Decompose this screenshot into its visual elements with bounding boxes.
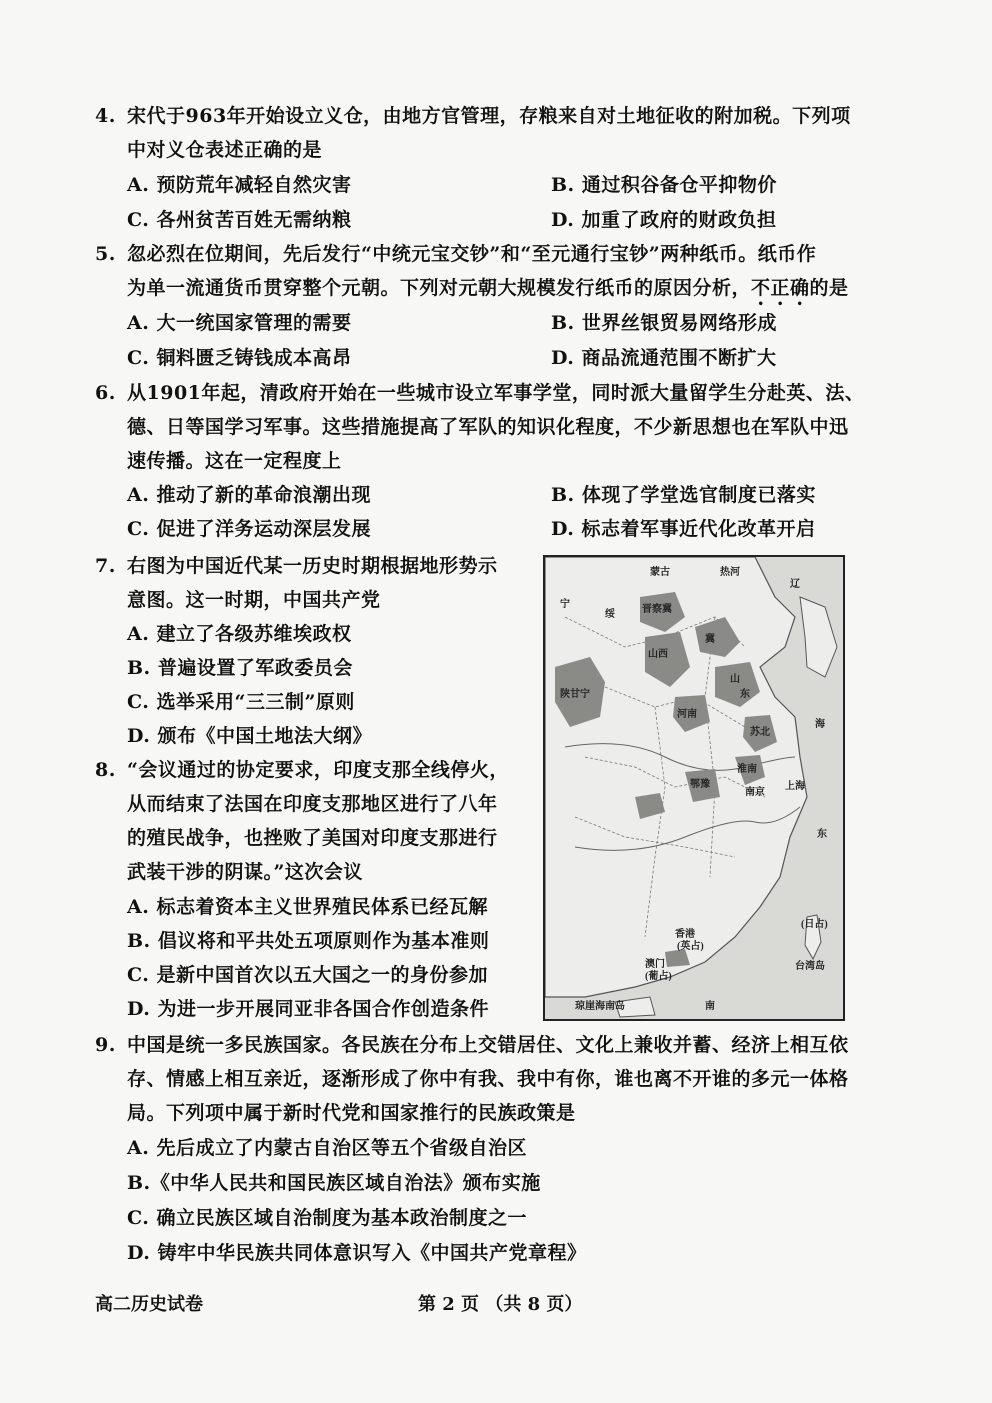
option-key: B. xyxy=(551,174,575,196)
option-text: 确立民族区域自治制度为基本政治制度之一 xyxy=(156,1207,528,1229)
question-6-stem xyxy=(95,376,895,478)
option-4c[interactable] xyxy=(127,203,352,237)
option-text: 各州贫苦百姓无需纳粮 xyxy=(156,209,352,231)
map-label: 冀 xyxy=(705,634,715,645)
map-label: 香港 xyxy=(675,929,695,940)
option-9c[interactable] xyxy=(127,1201,527,1235)
option-8b[interactable] xyxy=(127,924,489,958)
question-8-stem xyxy=(95,753,530,889)
map-label: 上海 xyxy=(785,781,805,792)
option-6d[interactable] xyxy=(551,512,816,546)
stem-line: 意图。这一时期，中国共产党 xyxy=(127,589,381,611)
option-text: 选举采用“三三制”原则 xyxy=(156,691,355,713)
map-label: (日占) xyxy=(801,919,828,930)
stem-line: 右图为中国近代某一历史时期根据地形势示 xyxy=(127,555,498,577)
option-key: A. xyxy=(127,312,150,334)
stem-line: “会议通过的协定要求，印度支那全线停火， xyxy=(127,759,509,781)
option-text: 加重了政府的财政负担 xyxy=(581,209,777,231)
option-key: B. xyxy=(551,312,575,334)
stem-line: 局。下列项中属于新时代党和国家推行的民族政策是 xyxy=(127,1102,576,1124)
option-7a[interactable] xyxy=(127,617,352,651)
question-5-stem xyxy=(95,237,895,310)
map-label: 宁 xyxy=(560,599,570,610)
option-9a[interactable] xyxy=(127,1131,527,1165)
option-text: 预防荒年减轻自然灾害 xyxy=(156,174,352,196)
option-4a[interactable] xyxy=(127,168,352,202)
stem-line: 中国是统一多民族国家。各民族在分布上交错居住、文化上兼收并蓄、经济上相互依 xyxy=(127,1034,849,1056)
option-key: D. xyxy=(127,998,151,1020)
stem-end: 的是 xyxy=(809,277,849,299)
stem-line: 从而结束了法国在印度支那地区进行了八年 xyxy=(127,793,498,815)
footer-page-number: 第 2 页 （共 8 页） xyxy=(418,1294,583,1315)
stem-line xyxy=(95,271,895,310)
option-key: C. xyxy=(127,518,150,540)
option-8c[interactable] xyxy=(127,958,488,992)
option-text: 通过积谷备仓平抑物价 xyxy=(581,174,777,196)
emphasis-text: 不正确 xyxy=(751,277,810,299)
option-7d[interactable] xyxy=(127,719,372,753)
map-label: 淮南 xyxy=(737,764,757,775)
question-number: 6. xyxy=(95,382,116,404)
footer-subject: 高二历史试卷 xyxy=(95,1294,203,1315)
option-text: 为进一步开展同亚非各国合作创造条件 xyxy=(157,998,490,1020)
option-key: A. xyxy=(127,896,150,918)
option-text: 体现了学堂选官制度已落实 xyxy=(581,484,816,506)
question-number: 4. xyxy=(95,105,116,127)
map-label: (英占) xyxy=(677,941,704,952)
map-label: 东 xyxy=(817,829,827,840)
option-text: 推动了新的革命浪潮出现 xyxy=(156,484,371,506)
map-label: 热河 xyxy=(720,567,740,578)
map-label: 东 xyxy=(740,689,750,700)
stem-line: 存、情感上相互亲近，逐渐形成了你中有我、我中有你，谁也离不开谁的多元一体格 xyxy=(127,1068,849,1090)
option-6c[interactable] xyxy=(127,512,371,546)
option-key: B. xyxy=(127,1172,151,1194)
question-9-stem xyxy=(95,1028,895,1130)
map-label: 辽 xyxy=(790,579,800,590)
question-4-stem xyxy=(95,99,895,167)
option-7c[interactable] xyxy=(127,685,355,719)
question-number: 8. xyxy=(95,759,116,781)
map-label: 蒙古 xyxy=(650,567,670,578)
option-5c[interactable] xyxy=(127,341,352,375)
question-number: 7. xyxy=(95,555,116,577)
option-text: 商品流通范围不断扩大 xyxy=(581,347,777,369)
option-key: C. xyxy=(127,691,150,713)
map-label: 山西 xyxy=(648,649,668,660)
stem-line: 的殖民战争，也挫败了美国对印度支那进行 xyxy=(127,827,498,849)
option-4b[interactable] xyxy=(551,168,777,202)
option-text: 铸牢中华民族共同体意识写入《中国共产党章程》 xyxy=(157,1242,587,1264)
option-key: D. xyxy=(127,1242,151,1264)
stem-line: 德、日等国学习军事。这些措施提高了军队的知识化程度，不少新思想也在军队中迅 xyxy=(127,416,849,438)
question-number: 9. xyxy=(95,1034,116,1056)
option-key: B. xyxy=(127,930,151,952)
option-text: 倡议将和平共处五项原则作为基本准则 xyxy=(157,930,490,952)
base-areas-map xyxy=(543,555,845,1021)
option-key: D. xyxy=(551,209,575,231)
map-label: 台湾岛 xyxy=(795,961,825,972)
option-key: C. xyxy=(127,964,150,986)
map-label: 苏北 xyxy=(750,727,770,738)
stem-line: 从1901年起，清政府开始在一些城市设立军事学堂，同时派大量留学生分赴英、法、 xyxy=(127,382,865,404)
option-text: 建立了各级苏维埃政权 xyxy=(156,623,352,645)
option-5a[interactable] xyxy=(127,306,352,340)
option-text: 大一统国家管理的需要 xyxy=(156,312,352,334)
stem-line: 中对义仓表述正确的是 xyxy=(127,139,323,161)
option-9b[interactable] xyxy=(127,1166,541,1200)
option-key: D. xyxy=(551,347,575,369)
option-8d[interactable] xyxy=(127,992,489,1026)
option-6b[interactable] xyxy=(551,478,816,512)
option-text: 颁布《中国土地法大纲》 xyxy=(157,725,373,747)
option-key: B. xyxy=(551,484,575,506)
option-key: A. xyxy=(127,484,150,506)
option-8a[interactable] xyxy=(127,890,488,924)
option-9d[interactable] xyxy=(127,1236,587,1270)
china-map-figure xyxy=(545,557,843,1019)
option-7b[interactable] xyxy=(127,651,353,685)
map-label: 鄂豫 xyxy=(690,779,710,790)
option-text: 标志着军事近代化改革开启 xyxy=(581,518,816,540)
option-text: 是新中国首次以五大国之一的身份参加 xyxy=(156,964,489,986)
map-label: 南京 xyxy=(745,787,765,798)
option-text: 普遍设置了军政委员会 xyxy=(157,657,353,679)
option-text: 标志着资本主义世界殖民体系已经瓦解 xyxy=(156,896,488,918)
option-5b[interactable] xyxy=(551,306,777,340)
option-text: 世界丝银贸易网络形成 xyxy=(581,312,777,334)
stem-line: 武装干涉的阴谋。”这次会议 xyxy=(127,861,363,883)
option-text: 促进了洋务运动深层发展 xyxy=(156,518,372,540)
map-label: 山 xyxy=(730,674,740,685)
option-4d[interactable] xyxy=(551,203,777,237)
option-text: 铜料匮乏铸钱成本高昂 xyxy=(156,347,352,369)
option-key: C. xyxy=(127,1207,150,1229)
option-text: 先后成立了内蒙古自治区等五个省级自治区 xyxy=(156,1137,527,1159)
option-5d[interactable] xyxy=(551,341,777,375)
question-7-stem xyxy=(95,549,530,617)
option-key: C. xyxy=(127,347,150,369)
stem-line: 宋代于963年开始设立义仓，由地方官管理，存粮来自对土地征收的附加税。下列项 xyxy=(127,105,851,127)
option-key: A. xyxy=(127,623,150,645)
map-label: (葡占) xyxy=(645,971,672,982)
map-label: 南 xyxy=(705,1001,715,1012)
option-key: D. xyxy=(551,518,575,540)
option-key: D. xyxy=(127,725,151,747)
option-key: C. xyxy=(127,209,150,231)
map-label: 绥 xyxy=(605,609,615,620)
map-label: 陕甘宁 xyxy=(560,689,590,700)
map-label: 海 xyxy=(815,719,825,730)
stem-text: 为单一流通货币贯穿整个元朝。下列对元朝大规模发行纸币的原因分析， xyxy=(127,277,752,299)
option-6a[interactable] xyxy=(127,478,371,512)
map-label: 琼崖海南岛 xyxy=(575,1001,625,1012)
question-number: 5. xyxy=(95,243,116,265)
stem-line: 忽必烈在位期间，先后发行“中统元宝交钞”和“至元通行宝钞”两种纸币。纸币作 xyxy=(127,243,817,265)
stem-line: 速传播。这在一定程度上 xyxy=(127,450,342,472)
option-key: B. xyxy=(127,657,151,679)
option-key: A. xyxy=(127,174,150,196)
map-label: 澳门 xyxy=(645,959,665,970)
option-text: 《中华人民共和国民族区域自治法》颁布实施 xyxy=(150,1172,541,1194)
map-label: 河南 xyxy=(677,709,697,720)
map-label: 晋察冀 xyxy=(642,604,672,615)
option-key: A. xyxy=(127,1137,150,1159)
